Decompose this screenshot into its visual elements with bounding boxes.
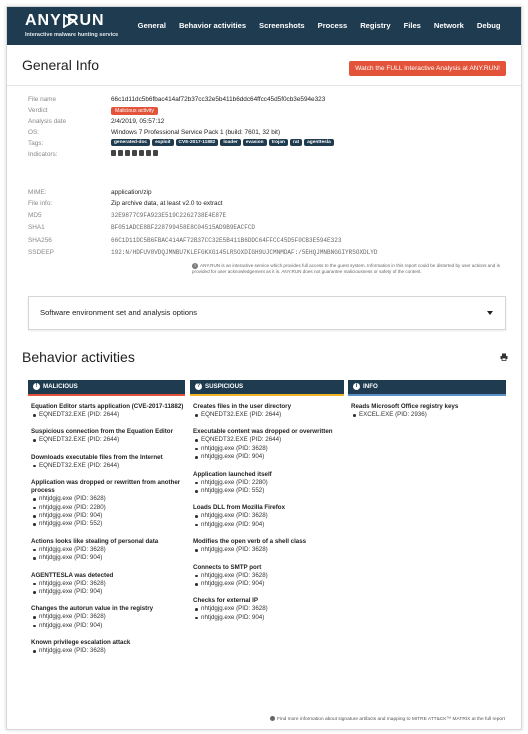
behavior-item[interactable] — [31, 538, 185, 563]
suspicious-column — [190, 380, 344, 700]
info-header — [348, 380, 506, 394]
print-icon[interactable] — [500, 353, 508, 361]
file-name-value: 66c1d11dc5b6fbac414af72b37cc32e5b411b6ddc64ffcc45d5f0cb3e594e323 — [111, 96, 326, 103]
tag-list — [111, 139, 334, 146]
tag[interactable]: evasion — [243, 139, 267, 146]
indicator-icon[interactable] — [153, 150, 158, 156]
software-environment-label: Software environment set and analysis options — [40, 308, 198, 317]
behavior-title: AGENTTESLA was detected — [31, 571, 114, 579]
process-entry[interactable]: EQNEDT32.EXE (PID: 2644) — [193, 436, 344, 444]
mime-value: application/zip — [111, 189, 152, 196]
info-icon: i — [192, 263, 198, 269]
process-entry[interactable]: nhtjdgjg.exe (PID: 552) — [193, 487, 344, 495]
info-column — [348, 380, 506, 700]
behavior-title: Known privilege escalation attack — [31, 639, 131, 647]
info-icon — [270, 716, 275, 721]
report-page — [6, 6, 522, 730]
process-entry[interactable]: EQNEDT32.EXE (PID: 2644) — [193, 411, 344, 419]
process-entry[interactable]: EQNEDT32.EXE (PID: 2644) — [31, 411, 185, 419]
label: Indicators: — [28, 151, 58, 158]
tag[interactable]: rat — [290, 139, 302, 146]
behavior-item[interactable] — [31, 572, 185, 597]
behavior-columns — [28, 380, 506, 700]
indicator-icon[interactable] — [132, 150, 137, 156]
behavior-title: Connects to SMTP port — [193, 563, 262, 571]
process-entry[interactable]: nhtjdgjg.exe (PID: 552) — [31, 520, 185, 528]
behavior-title: Modifies the open verb of a shell class — [193, 538, 307, 546]
behavior-item[interactable] — [193, 471, 344, 496]
label: Verdict — [28, 107, 48, 114]
process-entry[interactable]: EQNEDT32.EXE (PID: 2644) — [31, 436, 185, 444]
process-entry[interactable]: nhtjdgjg.exe (PID: 3628) — [31, 546, 185, 554]
label: SHA1 — [28, 224, 45, 231]
tag[interactable]: CVE-2017-11882 — [176, 139, 219, 146]
tag[interactable]: exploit — [152, 139, 173, 146]
indicator-icons — [111, 150, 158, 156]
nav-process[interactable]: Process — [317, 21, 348, 30]
label: MIME: — [28, 189, 47, 196]
process-entry[interactable]: nhtjdgjg.exe (PID: 3628) — [193, 605, 344, 613]
process-entry[interactable]: nhtjdgjg.exe (PID: 904) — [193, 580, 344, 588]
process-entry[interactable]: nhtjdgjg.exe (PID: 904) — [193, 614, 344, 622]
behavior-item[interactable] — [193, 504, 344, 529]
indicator-icon[interactable] — [125, 150, 130, 156]
nav-general[interactable]: General — [137, 21, 166, 30]
indicator-icon[interactable] — [146, 150, 151, 156]
behavior-title: Equation Editor starts application (CVE-2017-11882) — [31, 403, 184, 410]
behavior-item[interactable] — [193, 538, 344, 554]
tag[interactable]: generated-doc — [111, 139, 150, 146]
behavior-item[interactable] — [193, 428, 344, 461]
behavior-title: Changes the autorun value in the registry — [31, 605, 154, 613]
nav-network[interactable]: Network — [433, 21, 464, 30]
md5-value: 32E9877C9FA923E519C2262738E4E87E — [111, 212, 227, 219]
brand-name: ANY RUN — [25, 12, 105, 29]
behavior-title: Suspicious connection from the Equation Editor — [31, 428, 173, 436]
ssdeep-value: 192:N/HDFUV8VDQJMNBU7KLEFGKXG145LRSOXDIGH9UJCMNMDAF:/5EHQJMNBNGGIYRSOXDLYD — [111, 249, 378, 256]
process-entry[interactable]: nhtjdgjg.exe (PID: 3628) — [31, 495, 185, 503]
sha1-value: BF051ADCE8BF228799458E8C04515AD9B9EACFCD — [111, 224, 256, 231]
process-entry[interactable]: nhtjdgjg.exe (PID: 2280) — [31, 504, 185, 512]
behavior-item[interactable] — [31, 605, 185, 630]
behavior-title: Checks for external IP — [193, 597, 258, 605]
disclaimer-text: ANY.RUN is an interactive service which provides full access to the guest system. Information in this report could be distorted by user actions and is provided for user acknowledgement as it is. ANY.RUN does not guarantee maliciousness or safety of the content. — [192, 263, 500, 274]
label: File name — [28, 96, 57, 103]
behavior-activities-title: Behavior activities — [22, 349, 135, 365]
behavior-title: Executable content was dropped or overwritten — [193, 428, 333, 436]
process-entry[interactable]: nhtjdgjg.exe (PID: 3628) — [193, 445, 344, 453]
alert-icon: ! — [33, 383, 40, 390]
malicious-label: MALICIOUS — [43, 383, 78, 390]
info-list — [348, 394, 506, 419]
os-value: Windows 7 Professional Service Pack 1 (build: 7601, 32 bit) — [111, 129, 281, 136]
nav-menu — [131, 7, 507, 45]
process-entry[interactable]: nhtjdgjg.exe (PID: 3628) — [31, 580, 185, 588]
general-info-title: General Info — [22, 57, 100, 73]
behavior-item[interactable] — [193, 403, 344, 419]
play-icon — [61, 14, 75, 28]
malicious-list — [28, 394, 185, 656]
info-icon: i — [353, 383, 360, 390]
file-info-value: Zip archive data, at least v2.0 to extract — [111, 200, 223, 207]
behavior-item[interactable] — [31, 479, 185, 529]
software-environment-dropdown[interactable] — [28, 296, 506, 330]
suspicious-list — [190, 394, 344, 622]
indicator-icon[interactable] — [118, 150, 123, 156]
process-entry[interactable]: nhtjdgjg.exe (PID: 904) — [31, 588, 185, 596]
process-entry[interactable]: EQNEDT32.EXE (PID: 2644) — [31, 462, 185, 470]
label: OS: — [28, 129, 40, 136]
footer-note[interactable] — [270, 716, 505, 722]
process-entry[interactable]: EXCEL.EXE (PID: 2936) — [351, 411, 506, 419]
malicious-column — [28, 380, 185, 700]
sha256-value: 66C1D11DC5B6FBAC414AF72B37CC32E5B411B6DDC64FFCC45D5F0CB3E594E323 — [111, 237, 342, 244]
footer-text: Find more information about signature artifacts and mapping to MITRE ATT&CK™ MATRIX at the full report — [276, 716, 505, 722]
tag[interactable]: loader — [220, 139, 240, 146]
top-navigation — [7, 7, 521, 45]
indicator-icon[interactable] — [111, 150, 116, 156]
process-entry[interactable]: nhtjdgjg.exe (PID: 3628) — [193, 546, 344, 554]
process-entry[interactable]: nhtjdgjg.exe (PID: 2280) — [193, 479, 344, 487]
nav-screenshots[interactable]: Screenshots — [259, 21, 305, 30]
malicious-header — [28, 380, 185, 394]
behavior-title: Reads Microsoft Office registry keys — [351, 403, 459, 410]
behavior-title: Actions looks like stealing of personal data — [31, 537, 159, 545]
question-icon: ? — [196, 382, 201, 389]
caret-down-icon — [487, 311, 493, 315]
nav-behavior-activities[interactable]: Behavior activities — [178, 21, 247, 30]
label: File info: — [28, 200, 53, 207]
process-entry[interactable]: nhtjdgjg.exe (PID: 904) — [193, 453, 344, 461]
behavior-item[interactable] — [31, 639, 185, 655]
nav-debug[interactable]: Debug — [476, 21, 501, 30]
label: SHA256 — [28, 237, 52, 244]
behavior-title: Downloads executable files from the Internet — [31, 453, 163, 461]
verdict-badge: Malicious activity — [111, 107, 158, 115]
label: Tags: — [28, 140, 44, 147]
label: MD5 — [28, 212, 42, 219]
process-entry[interactable]: nhtjdgjg.exe (PID: 904) — [31, 622, 185, 630]
behavior-title: Creates files in the user directory — [193, 403, 292, 410]
info-label: INFO — [363, 383, 378, 390]
nav-files[interactable]: Files — [403, 21, 421, 30]
behavior-title: Application launched itself — [193, 470, 272, 478]
process-entry[interactable]: nhtjdgjg.exe (PID: 3628) — [31, 647, 185, 655]
process-entry[interactable]: nhtjdgjg.exe (PID: 904) — [31, 554, 185, 562]
behavior-item[interactable] — [31, 403, 185, 419]
nav-registry[interactable]: Registry — [360, 21, 391, 30]
behavior-item[interactable] — [31, 428, 185, 444]
brand-tagline: Interactive malware hunting service — [25, 32, 119, 38]
general-info-header — [7, 45, 521, 86]
tag[interactable]: trojan — [269, 139, 288, 146]
behavior-item[interactable] — [193, 597, 344, 622]
suspicious-label: SUSPICIOUS — [205, 383, 244, 390]
indicator-icon[interactable] — [139, 150, 144, 156]
disclaimer-note — [192, 263, 504, 275]
behavior-title: Application was dropped or rewritten from another process — [31, 479, 181, 495]
process-entry[interactable]: nhtjdgjg.exe (PID: 904) — [31, 512, 185, 520]
behavior-title: Loads DLL from Mozilla Firefox — [193, 504, 286, 512]
watch-analysis-button[interactable]: Watch the FULL Interactive Analysis at ANY.RUN! — [349, 61, 506, 76]
behavior-item[interactable] — [351, 403, 506, 419]
process-entry[interactable]: nhtjdgjg.exe (PID: 3628) — [193, 512, 344, 520]
suspicious-header — [190, 380, 344, 394]
process-entry[interactable]: nhtjdgjg.exe (PID: 3628) — [31, 613, 185, 621]
anyrun-logo[interactable] — [25, 11, 135, 41]
label: SSDEEP — [28, 249, 54, 256]
process-entry[interactable]: nhtjdgjg.exe (PID: 904) — [193, 521, 344, 529]
analysis-date-value: 2/4/2019, 05:57:12 — [111, 118, 165, 125]
behavior-item[interactable] — [193, 564, 344, 589]
process-entry[interactable]: nhtjdgjg.exe (PID: 3628) — [193, 572, 344, 580]
tag[interactable]: agenttesla — [304, 139, 334, 146]
label: Analysis date — [28, 118, 67, 125]
behavior-item[interactable] — [31, 454, 185, 470]
